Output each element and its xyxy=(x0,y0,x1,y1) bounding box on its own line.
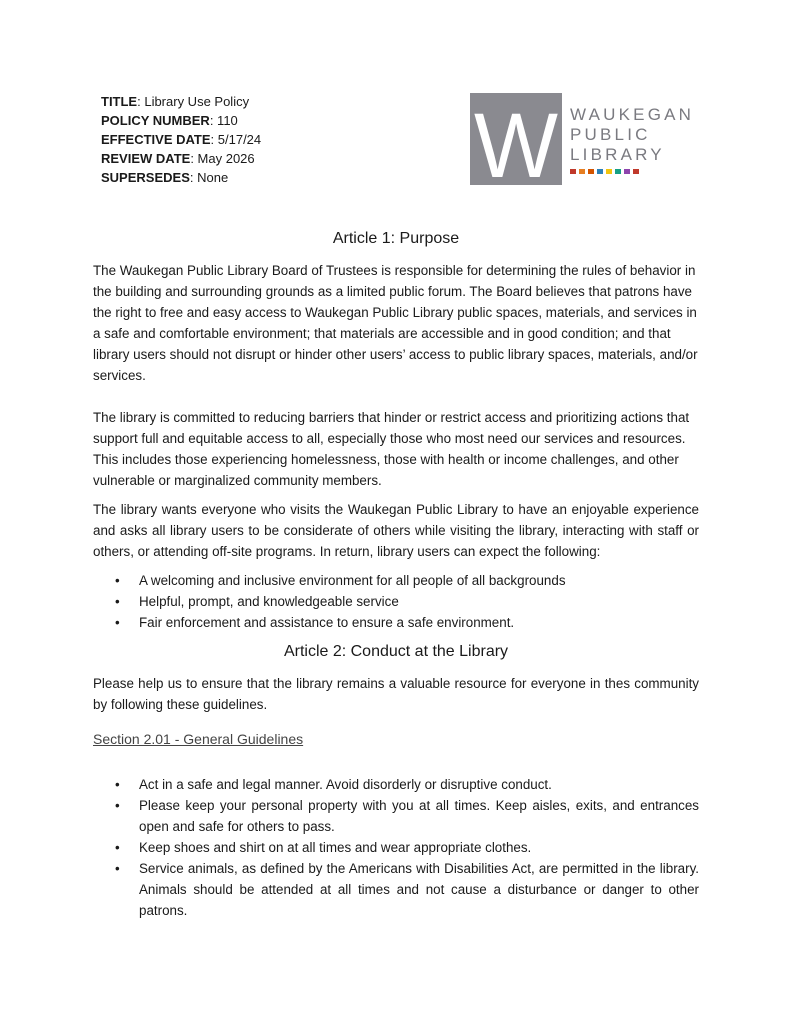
list-item: • Fair enforcement and assistance to ensure a safe environment. xyxy=(93,612,699,633)
bullet-icon: • xyxy=(115,615,120,630)
bullet-icon: • xyxy=(115,573,120,588)
logo-dot xyxy=(615,169,621,174)
article-2-intro: Please help us to ensure that the library remains a valuable resource for everyone in thes community by following these guidelines. xyxy=(93,676,699,712)
section-2-01-heading: Section 2.01 - General Guidelines xyxy=(93,731,304,747)
logo-dot xyxy=(624,169,630,174)
meta-effective-date: EFFECTIVE DATE: 5/17/24 xyxy=(101,132,262,147)
article-1-paragraph-3: The library wants everyone who visits the Waukegan Public Library to have an enjoyable experience and asks all library users to be considerate of others while visiting the library, interacting with staff or others, or attending off-site programs. In return, library users can expect the following: xyxy=(93,502,699,559)
list-item: • Service animals, as defined by the Americans with Disabilities Act, are permitted in the library. Animals should be attended at all times and not cause a disturbance or danger to other patrons. xyxy=(93,858,699,921)
library-logo xyxy=(470,93,700,188)
list-item: • Helpful, prompt, and knowledgeable service xyxy=(93,591,699,612)
logo-wordmark xyxy=(570,105,694,165)
meta-title: TITLE: Library Use Policy xyxy=(101,94,250,109)
logo-w-icon xyxy=(470,93,562,185)
list-item: • Please keep your personal property with you at all times. Keep aisles, exits, and entrances open and safe for others to pass. xyxy=(93,795,699,837)
bullet-icon: • xyxy=(115,861,120,876)
bullet-icon: • xyxy=(115,777,120,792)
logo-dot xyxy=(579,169,585,174)
logo-dot xyxy=(633,169,639,174)
article-1-paragraph-1: The Waukegan Public Library Board of Trustees is responsible for determining the rules of behavior in the building and surrounding grounds as a limited public forum. The Board believes that patrons have the right to free and easy access to Waukegan Public Library public spaces, materials, and services in a safe and comfortable environment; that materials are accessible and in good condition; and that library users should not disrupt or hinder other users’ access to public library spaces, materials, and/or services. xyxy=(93,263,698,383)
meta-policy-number: POLICY NUMBER: 110 xyxy=(101,113,238,128)
logo-dot xyxy=(597,169,603,174)
logo-line-2: PUBLIC xyxy=(570,125,651,144)
guidelines-list xyxy=(93,774,699,921)
list-item: • Act in a safe and legal manner. Avoid disorderly or disruptive conduct. xyxy=(93,774,699,795)
article-1-heading: Article 1: Purpose xyxy=(332,230,460,247)
logo-dot xyxy=(588,169,594,174)
logo-dot xyxy=(570,169,576,174)
bullet-icon: • xyxy=(115,798,120,813)
logo-line-1: WAUKEGAN xyxy=(570,105,695,124)
svg-text:W: W xyxy=(474,95,559,185)
logo-line-3: LIBRARY xyxy=(570,145,665,164)
list-item: • Keep shoes and shirt on at all times and wear appropriate clothes. xyxy=(93,837,699,858)
document-body xyxy=(93,228,699,921)
meta-supersedes: SUPERSEDES: None xyxy=(101,170,229,185)
expectations-list xyxy=(93,570,699,633)
logo-color-dots xyxy=(570,169,639,174)
logo-w-mark xyxy=(470,93,562,185)
policy-metadata xyxy=(101,92,261,187)
article-2-heading: Article 2: Conduct at the Library xyxy=(283,643,509,660)
bullet-icon: • xyxy=(115,594,120,609)
meta-review-date: REVIEW DATE: May 2026 xyxy=(101,151,255,166)
list-item: • A welcoming and inclusive environment for all people of all backgrounds xyxy=(93,570,699,591)
logo-dot xyxy=(606,169,612,174)
bullet-icon: • xyxy=(115,840,120,855)
article-1-paragraph-2: The library is committed to reducing barriers that hinder or restrict access and prioritizing actions that support full and equitable access to all, especially those who most need our services and resources. This includes those experiencing homelessness, those with health or income challenges, and other vulnerable or marginalized community members. xyxy=(93,410,690,488)
